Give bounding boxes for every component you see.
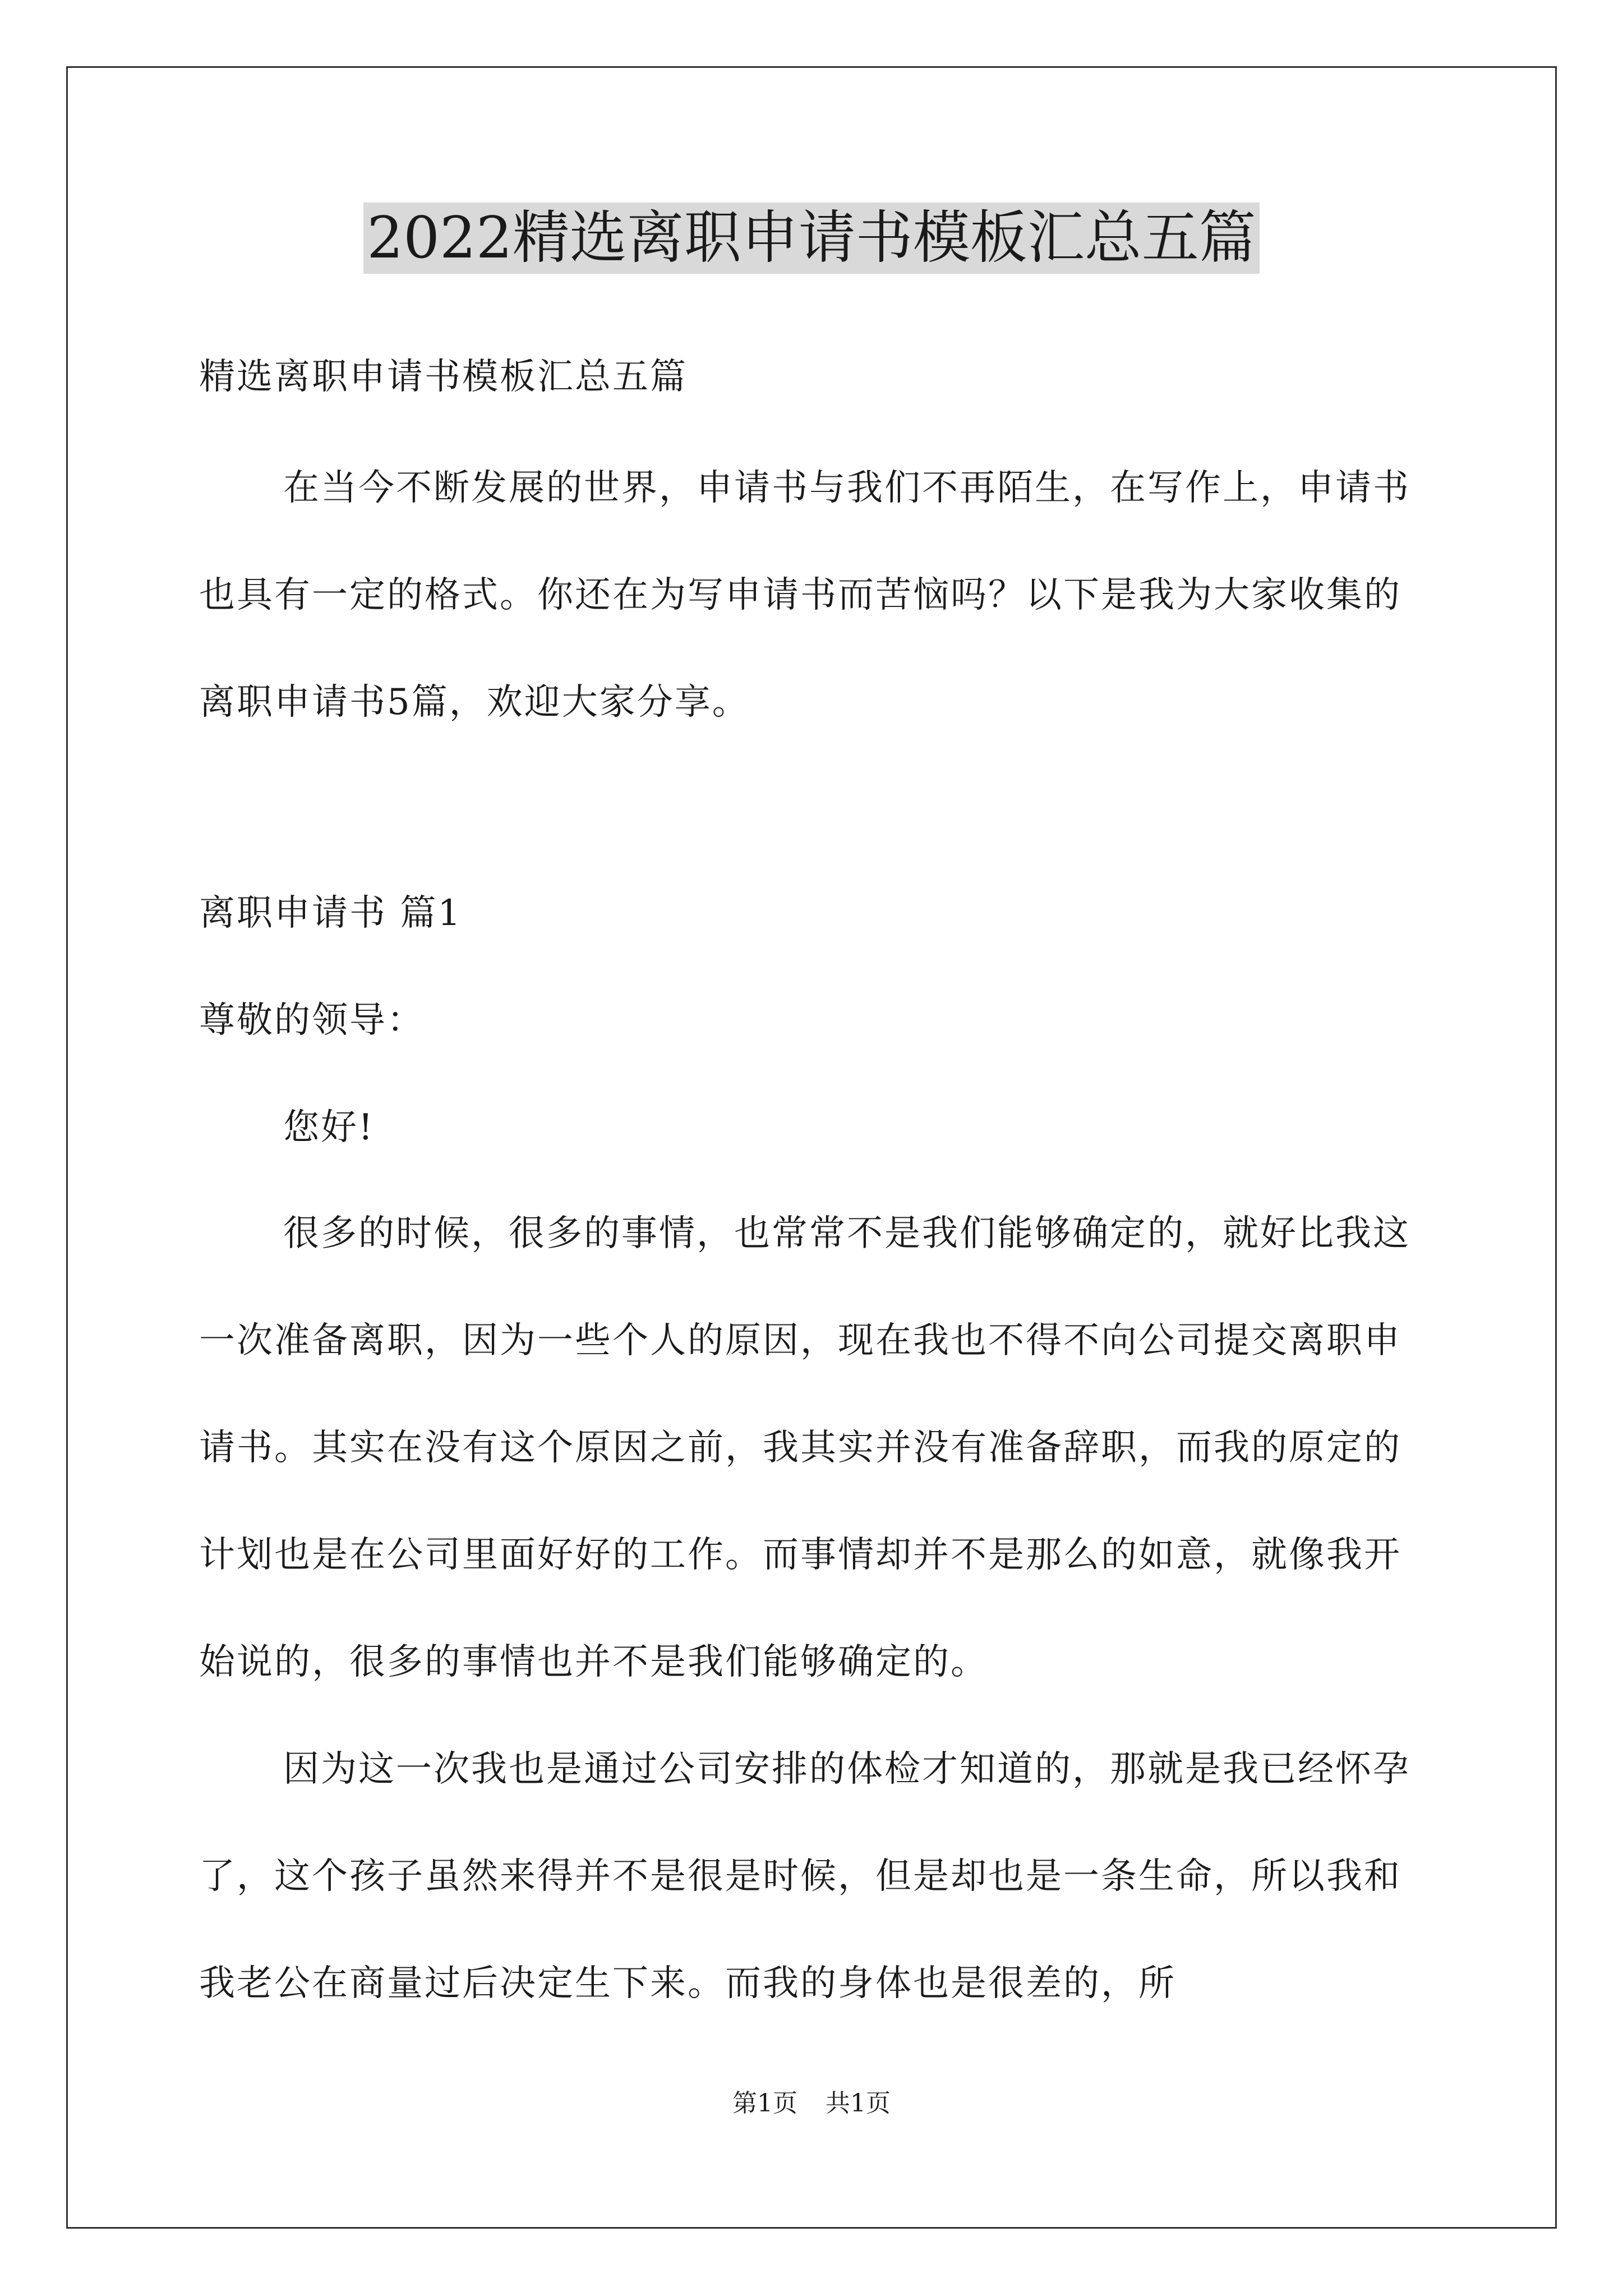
body-paragraph-2: 因为这一次我也是通过公司安排的体检才知道的，那就是我已经怀孕了，这个孩子虽然来得并不是很是时候，但是却也是一条生命，所以我和我老公在商量过后决定生下来。而我的身体也是很差的，所 [199, 1749, 1410, 2004]
page-footer [0, 2087, 1623, 2120]
page-number: 第1页 [732, 2089, 797, 2118]
page-total: 共1页 [826, 2089, 891, 2118]
body-paragraph-1: 很多的时候，很多的事情，也常常不是我们能够确定的，就好比我这一次准备离职，因为一些个人的原因，现在我也不得不向公司提交离职申请书。其实在没有这个原因之前，我其实并没有准备辞职，而我的原定的计划也是在公司里面好好的工作。而事情却并不是那么的如意，就像我开始说的，很多的事情也并不是我们能够确定的。 [199, 1213, 1410, 1683]
intro-paragraph: 在当今不断发展的世界，申请书与我们不再陌生，在写作上，申请书也具有一定的格式。你还在为写申请书而苦恼吗？以下是我为大家收集的离职申请书5篇，欢迎大家分享。 [199, 467, 1410, 723]
salutation: 尊敬的领导： [199, 1000, 425, 1041]
greeting: 您好! [283, 1107, 375, 1148]
document-title [0, 199, 1623, 278]
document-subtitle: 精选离职申请书模板汇总五篇 [199, 356, 688, 398]
document-title-text: 2022精选离职申请书模板汇总五篇 [363, 203, 1260, 274]
section-heading: 离职申请书 篇1 [199, 892, 463, 934]
